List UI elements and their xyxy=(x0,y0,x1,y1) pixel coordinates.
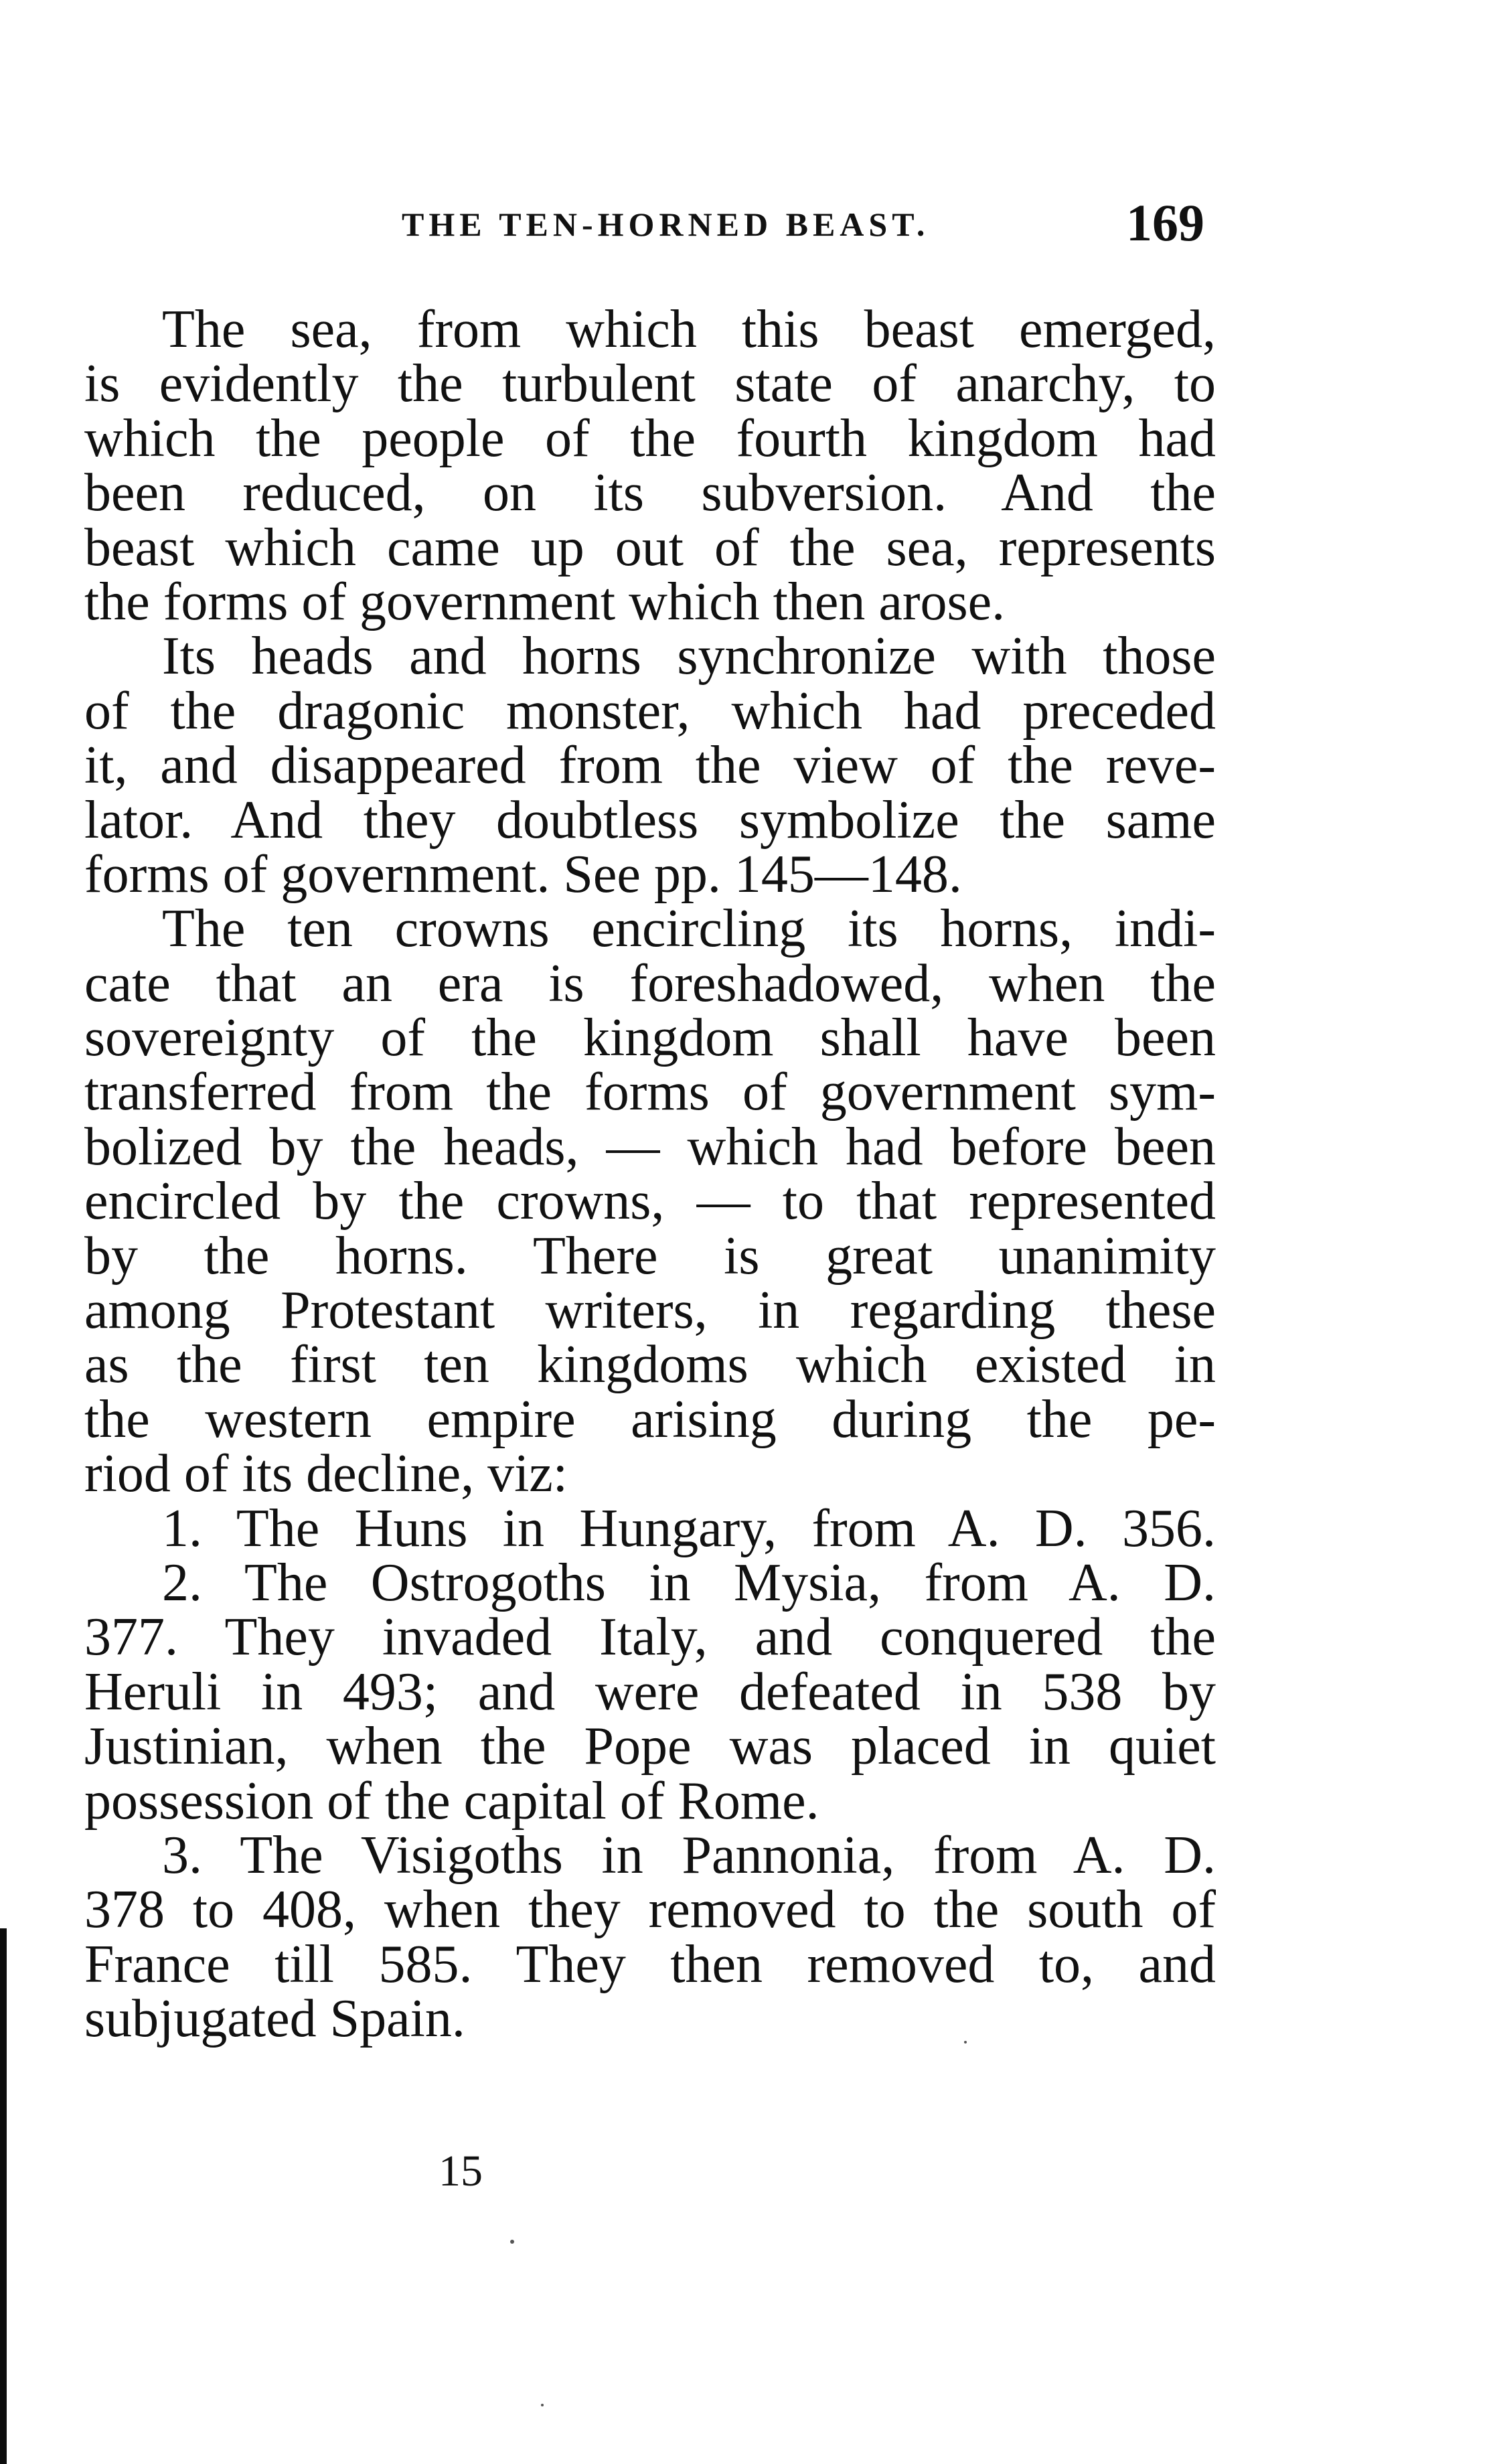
text-line: of the dragonic monster, which had preceded xyxy=(84,681,1216,741)
text-line: forms of government. See pp. 145—148. xyxy=(84,844,962,904)
list-item-line: possession of the capital of Rome. xyxy=(84,1771,819,1831)
text-line: the western empire arising during the pe- xyxy=(84,1389,1216,1449)
text-line: by the horns. There is great unanimity xyxy=(84,1226,1216,1286)
text-line: as the first ten kingdoms which existed in xyxy=(84,1335,1216,1395)
list-item-line: subjugated Spain. xyxy=(84,1989,465,2049)
list-item-line: 377. They invaded Italy, and conquered the xyxy=(84,1608,1216,1667)
text-line: cate that an era is foreshadowed, when the xyxy=(84,953,1216,1013)
text-line: encircled by the crowns, — to that represented xyxy=(84,1172,1216,1231)
text-line: riod of its decline, viz: xyxy=(84,1444,568,1504)
text-line: the forms of government which then arose. xyxy=(84,572,1006,631)
paper-speck xyxy=(510,2240,514,2244)
text-line: is evidently the turbulent state of anarchy, to xyxy=(84,354,1216,414)
list-item-line: 1. The Huns in Hungary, from A. D. 356. xyxy=(162,1498,1216,1558)
text-line: beast which came up out of the sea, represents xyxy=(84,518,1216,577)
text-line: The sea, from which this beast emerged, xyxy=(162,300,1216,359)
text-line: been reduced, on its subversion. And the xyxy=(84,463,1216,523)
list-item-line: 2. The Ostrogoths in Mysia, from A. D. xyxy=(162,1553,1216,1612)
text-line: Its heads and horns synchronize with those xyxy=(162,627,1216,686)
text-line: lator. And they doubtless symbolize the same xyxy=(84,790,1216,850)
running-title: THE TEN-HORNED BEAST. xyxy=(402,206,930,243)
body-text xyxy=(84,300,1216,2049)
text-line: The ten crowns encircling its horns, indi- xyxy=(162,899,1216,959)
text-line: among Protestant writers, in regarding these xyxy=(84,1281,1216,1340)
signature-mark: 15 xyxy=(439,2147,483,2196)
list-item-line: 3. The Visigoths in Pannonia, from A. D. xyxy=(162,1825,1216,1885)
text-line: bolized by the heads, — which had before been xyxy=(84,1117,1216,1176)
list-item-line: Heruli in 493; and were defeated in 538 by xyxy=(84,1662,1216,1721)
paper-speck xyxy=(541,2404,544,2406)
list-item-line: Justinian, when the Pope was placed in quiet xyxy=(84,1717,1216,1776)
text-line: transferred from the forms of government sym- xyxy=(84,1063,1216,1122)
text-line: which the people of the fourth kingdom had xyxy=(84,408,1216,468)
page-number: 169 xyxy=(1126,194,1204,252)
text-line: it, and disappeared from the view of the reve- xyxy=(84,736,1216,795)
paper-speck xyxy=(964,2041,967,2044)
list-item-line: France till 585. They then removed to, and xyxy=(84,1934,1216,1994)
page-edge-shadow xyxy=(0,1928,7,2464)
list-item-line: 378 to 408, when they removed to the south of xyxy=(84,1880,1216,1940)
text-line: sovereignty of the kingdom shall have been xyxy=(84,1008,1216,1068)
running-head xyxy=(0,194,1497,254)
